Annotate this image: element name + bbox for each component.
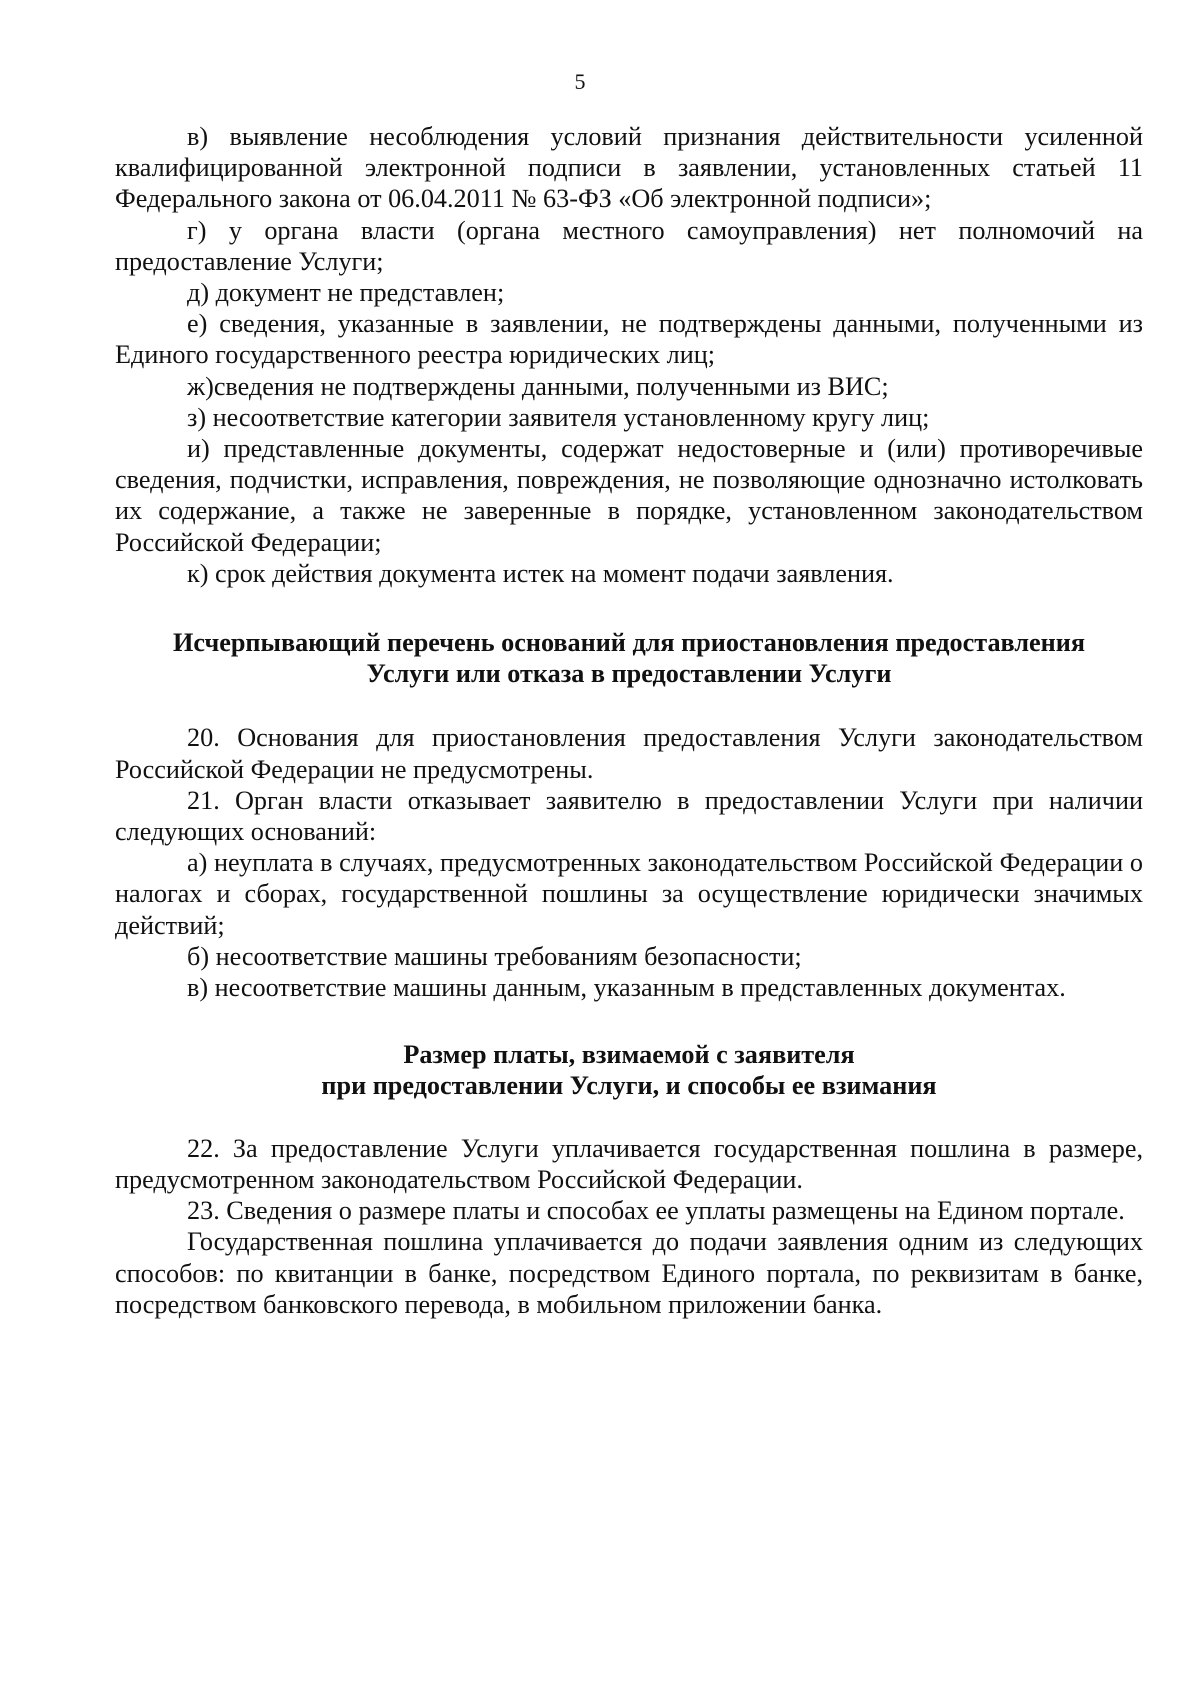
section-heading-line: Услуги или отказа в предоставлении Услуги (366, 659, 892, 689)
section-heading-fee (115, 1039, 1143, 1101)
paragraph-clause-20: 20. Основания для приостановления предоставления Услуги законодательством Российской Федерации не предусмотрены. (115, 723, 1143, 784)
document-body (115, 121, 1143, 1320)
paragraph-item-i: и) представленные документы, содержат недостоверные и (или) противоречивые сведения, подчистки, исправления, повреждения, не позволяющие однозначно истолковать их содержание, а также не заверенные в порядке, установленном законодательством Российской Федерации; (115, 434, 1143, 557)
section-heading-line: при предоставлении Услуги, и способы ее взимания (321, 1071, 937, 1101)
paragraph-item-k: к) срок действия документа истек на момент подачи заявления. (187, 558, 894, 588)
section-heading-line: Размер платы, взимаемой с заявителя (403, 1040, 855, 1070)
paragraph-item-v2: в) несоответствие машины данным, указанным в представленных документах. (187, 973, 1066, 1003)
paragraph-clause-23: 23. Сведения о размере платы и способах ее уплаты размещены на Едином портале. (187, 1196, 1125, 1226)
paragraph-item-e: е) сведения, указанные в заявлении, не подтверждены данными, полученными из Единого государственного реестра юридических лиц; (115, 309, 1143, 370)
paragraph-item-zh: ж)сведения не подтверждены данными, полученными из ВИС; (187, 371, 889, 401)
paragraph-item-d: д) документ не представлен; (187, 278, 505, 308)
section-heading-grounds (115, 627, 1143, 689)
paragraph-item-z: з) несоответствие категории заявителя установленному кругу лиц; (187, 402, 930, 432)
paragraph-item-v: в) выявление несоблюдения условий признания действительности усиленной квалифицированной электронной подписи в заявлении, установленных статьей 11 Федерального закона от 06.04.2011 № 63-ФЗ «Об электронной подписи»; (115, 122, 1143, 214)
paragraph-state-duty: Государственная пошлина уплачивается до подачи заявления одним из следующих способов: по квитанции в банке, посредством Единого портала, по реквизитам в банке, посредством банковского перевода, в мобильном приложении банка. (115, 1227, 1143, 1319)
paragraph-clause-21: 21. Орган власти отказывает заявителю в предоставлении Услуги при наличии следующих оснований: (115, 785, 1143, 847)
page-number: 5 (574, 69, 586, 94)
paragraph-item-g: г) у органа власти (органа местного самоуправления) нет полномочий на предоставление Услуги; (115, 215, 1143, 276)
paragraph-item-b: б) несоответствие машины требованиям безопасности; (187, 941, 802, 971)
section-heading-line: Исчерпывающий перечень оснований для приостановления предоставления (172, 628, 1085, 658)
paragraph-clause-22: 22. За предоставление Услуги уплачивается государственная пошлина в размере, предусмотренном законодательством Российской Федерации. (115, 1133, 1143, 1194)
paragraph-item-a: а) неуплата в случаях, предусмотренных законодательством Российской Федерации о налогах и сборах, государственной пошлины за осуществление юридически значимых действий; (115, 848, 1143, 940)
